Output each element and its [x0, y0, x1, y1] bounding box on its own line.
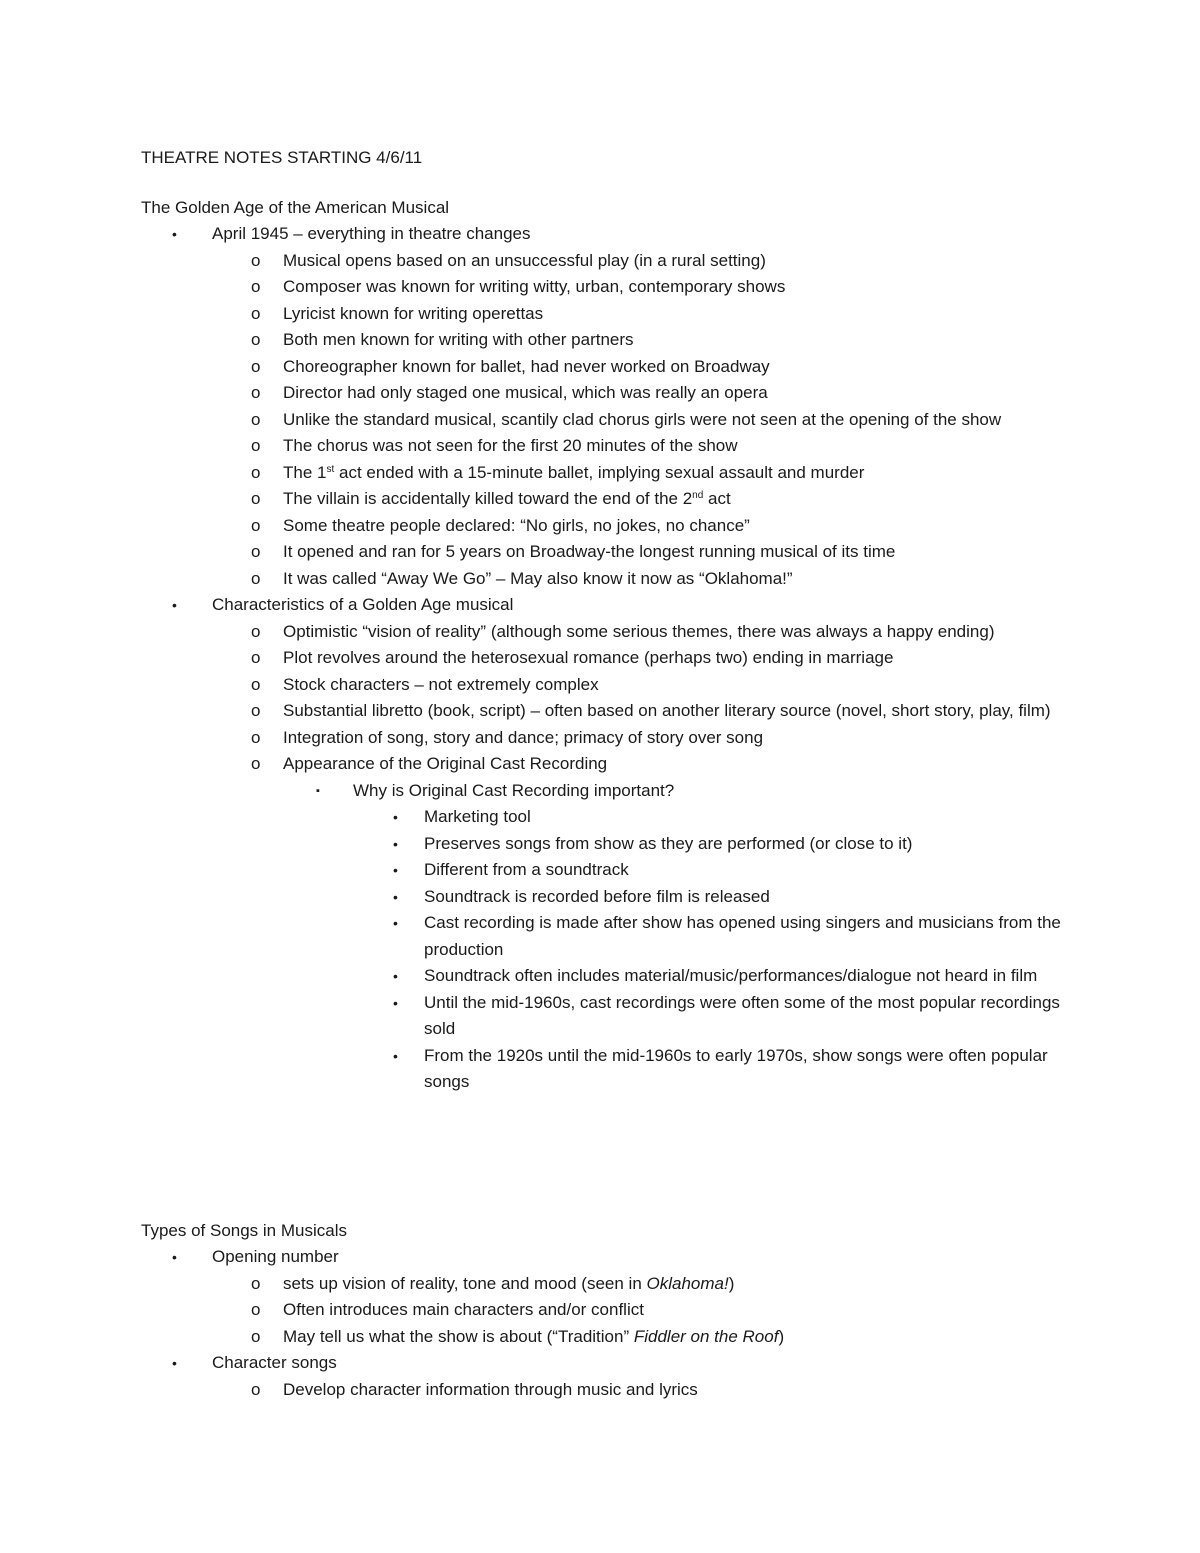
circle-marker: o	[251, 621, 261, 641]
bullet-marker: •	[393, 888, 398, 905]
list-item: • Different from a soundtrack	[141, 857, 1064, 884]
list-item: o Unlike the standard musical, scantily clad chorus girls were not seen at the opening of the show	[141, 407, 1064, 434]
list-item: • Soundtrack is recorded before film is released	[141, 884, 1064, 911]
list-item: • Until the mid-1960s, cast recordings were often some of the most popular recordings sold	[141, 990, 1064, 1043]
circle-marker: o	[251, 727, 261, 747]
bullet-marker: •	[393, 1047, 398, 1064]
circle-marker: o	[251, 489, 261, 508]
bullet-marker: •	[172, 1355, 177, 1371]
section-heading-types-of-songs: Types of Songs in Musicals	[141, 1221, 347, 1240]
bullet-marker: •	[393, 862, 398, 878]
circle-marker: o	[251, 674, 261, 694]
list-item: o It opened and ran for 5 years on Broadway-the longest running musical of its time	[141, 539, 1064, 566]
list-item: o Director had only staged one musical, which was really an opera	[141, 380, 1064, 407]
list-item: • Soundtrack often includes material/music/performances/dialogue not heard in film	[141, 963, 1064, 990]
list-item: • Preserves songs from show as they are performed (or close to it)	[141, 831, 1064, 858]
bullet-marker: •	[172, 1249, 177, 1265]
list-item: o Plot revolves around the heterosexual romance (perhaps two) ending in marriage	[141, 645, 1064, 672]
list-item: o The 1st act ended with a 15-minute ballet, implying sexual assault and murder	[141, 460, 1064, 487]
bullet-marker: •	[393, 809, 398, 825]
list-item: • Characteristics of a Golden Age musical	[141, 592, 1064, 619]
list-item: o Some theatre people declared: “No girls, no jokes, no chance”	[141, 513, 1064, 540]
list-item: o Composer was known for writing witty, urban, contemporary shows	[141, 274, 1064, 301]
circle-marker: o	[251, 436, 261, 455]
list-item: o Both men known for writing with other partners	[141, 327, 1064, 354]
circle-marker: o	[251, 1273, 261, 1293]
page-title: THEATRE NOTES STARTING 4/6/11	[141, 148, 423, 167]
list-item: o Often introduces main characters and/or conflict	[141, 1297, 1053, 1324]
list-item: o Integration of song, story and dance; primacy of story over song	[141, 725, 1064, 752]
list-item: o May tell us what the show is about (“Tradition” Fiddler on the Roof)	[141, 1324, 1053, 1351]
circle-marker: o	[251, 568, 261, 588]
list-item: o Stock characters – not extremely complex	[141, 672, 1064, 699]
circle-marker: o	[251, 1300, 261, 1319]
circle-marker: o	[251, 542, 261, 561]
list-item: • April 1945 – everything in theatre changes	[141, 221, 1064, 248]
list-item: o Optimistic “vision of reality” (although some serious themes, there was always a happy ending)	[141, 619, 1064, 646]
list-item: o The villain is accidentally killed toward the end of the 2nd act	[141, 486, 1064, 513]
list-item: o It was called “Away We Go” – May also know it now as “Oklahoma!”	[141, 566, 1064, 593]
bullet-marker: •	[172, 597, 177, 613]
circle-marker: o	[251, 409, 261, 429]
golden-age-outline	[141, 221, 1064, 1096]
bullet-marker: •	[393, 968, 398, 984]
circle-marker: o	[251, 330, 261, 349]
circle-marker: o	[251, 462, 261, 482]
bullet-marker: •	[393, 915, 398, 931]
list-item: o Appearance of the Original Cast Recording	[141, 751, 1064, 778]
circle-marker: o	[251, 356, 261, 376]
circle-marker: o	[251, 277, 261, 296]
bullet-marker: •	[172, 226, 177, 242]
list-item: o Musical opens based on an unsuccessful play (in a rural setting)	[141, 248, 1064, 275]
circle-marker: o	[251, 1379, 261, 1399]
list-item: o sets up vision of reality, tone and mood (seen in Oklahoma!)	[141, 1271, 1053, 1298]
square-marker: ▪	[316, 784, 320, 797]
list-item: • Character songs	[141, 1350, 1053, 1377]
list-item: ▪ Why is Original Cast Recording important?	[141, 778, 1064, 805]
bullet-marker: •	[393, 994, 398, 1011]
bullet-marker: •	[393, 835, 398, 852]
list-item: o Develop character information through music and lyrics	[141, 1377, 1053, 1404]
circle-marker: o	[251, 1326, 261, 1346]
circle-marker: o	[251, 250, 261, 270]
list-item: o The chorus was not seen for the first 20 minutes of the show	[141, 433, 1064, 460]
list-item: • Marketing tool	[141, 804, 1064, 831]
list-item: • Cast recording is made after show has opened using singers and musicians from the production	[141, 910, 1064, 963]
section-heading-golden-age: The Golden Age of the American Musical	[141, 198, 450, 217]
list-item: o Choreographer known for ballet, had never worked on Broadway	[141, 354, 1064, 381]
circle-marker: o	[251, 303, 261, 323]
circle-marker: o	[251, 383, 261, 402]
list-item: o Substantial libretto (book, script) – often based on another literary source (novel, short story, play, film)	[141, 698, 1064, 725]
circle-marker: o	[251, 701, 261, 720]
circle-marker: o	[251, 515, 261, 535]
types-of-songs-outline	[141, 1244, 1053, 1403]
list-item: o Lyricist known for writing operettas	[141, 301, 1064, 328]
circle-marker: o	[251, 754, 261, 773]
list-item: • Opening number	[141, 1244, 1053, 1271]
circle-marker: o	[251, 648, 261, 667]
list-item: • From the 1920s until the mid-1960s to early 1970s, show songs were often popular songs	[141, 1043, 1064, 1096]
